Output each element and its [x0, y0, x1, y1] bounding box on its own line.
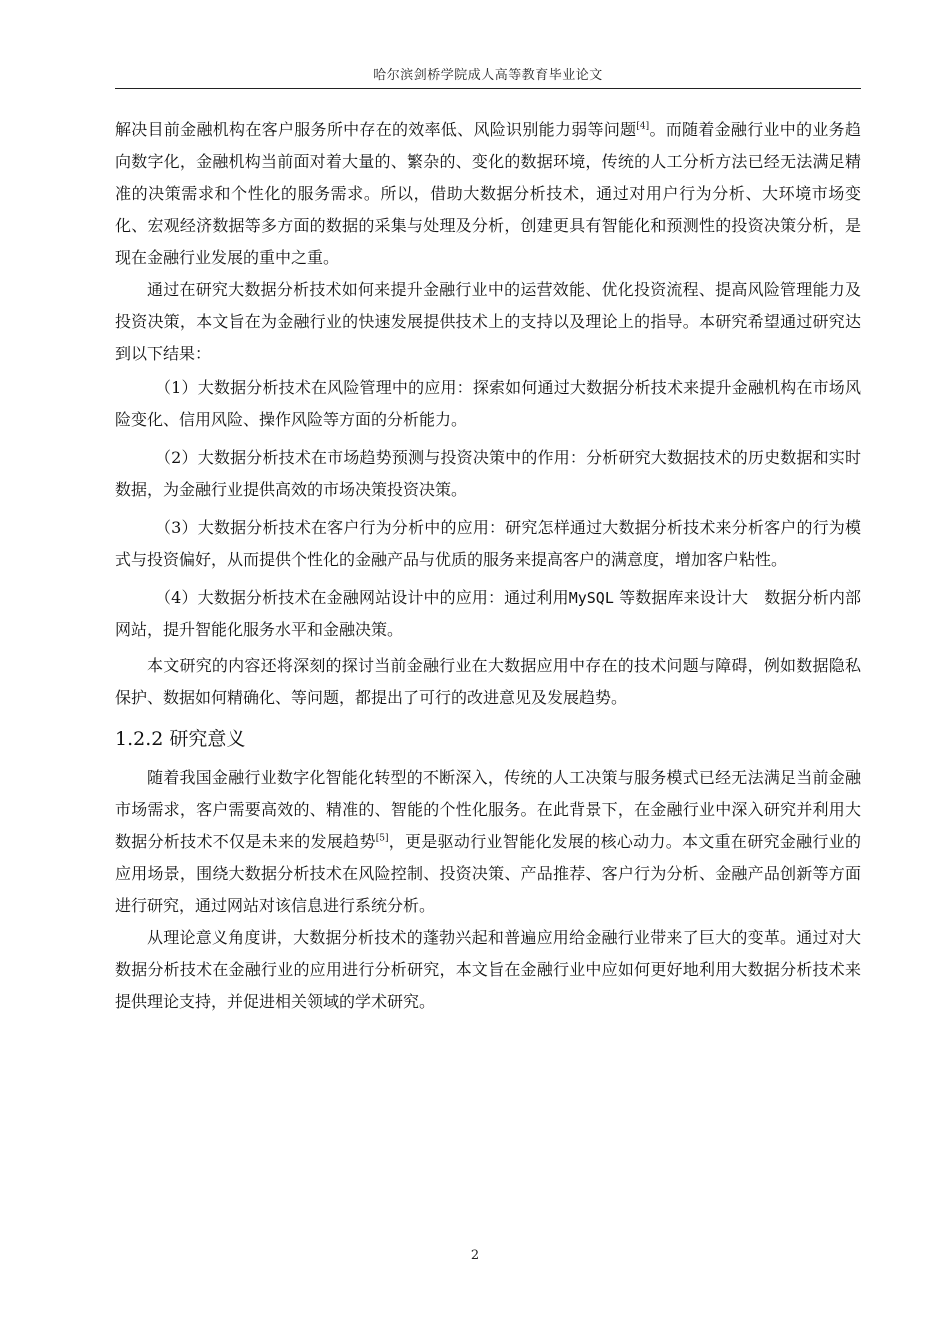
paragraph-1 [115, 114, 861, 274]
paragraph-4 [115, 762, 861, 922]
page-number: 2 [470, 1248, 480, 1263]
header-rule [115, 88, 861, 89]
paragraph-1-text-a: 解决目前金融机构在客户服务所中存在的效率低、风险识别能力弱等问题 [115, 120, 637, 139]
list-item-2: （2）大数据分析技术在市场趋势预测与投资决策中的作用：分析研究大数据技术的历史数据和实时数据，为金融行业提供高效的市场决策投资决策。 [115, 448, 861, 499]
paragraph-1-text-b: 。而随着金融行业中的业务趋向数字化，金融机构当前面对着大量的、繁杂的、变化的数据环境，传统的人工分析方法已经无法满足精准的决策需求和个性化的服务需求。所以，借助大数据分析技术，通过对用户行为分析、大环境市场变化、宏观经济数据等多方面的数据的采集与处理及分析，创建更具有智能化和预测性的投资决策分析，是现在金融行业发展的重中之重。 [115, 120, 861, 267]
paragraph-3: 本文研究的内容还将深刻的探讨当前金融行业在大数据应用中存在的技术问题与障碍，例如数据隐私保护、数据如何精确化、等问题，都提出了可行的改进意见及发展趋势。 [115, 656, 861, 707]
paragraph-4-text-a: 随着我国金融行业数字化智能化转型的不断深入，传统的人工决策与服务模式已经无法满足当前金融市场需求，客户需要高效的、精准的、智能的个性化服务。在此背景下，在金融行业中深入研究并利用大数据分析技术不仅是未来的发展趋势 [115, 768, 861, 851]
mysql-term: MySQL [568, 589, 614, 607]
list-item-4-text-a: （4）大数据分析技术在金融网站设计中的应用：通过利用 [155, 588, 569, 607]
page-content [115, 114, 861, 1018]
paragraph-4-text-b: ，更是驱动行业智能化发展的核心动力。本文重在研究金融行业的应用场景，围绕大数据分析技术在风险控制、投资决策、产品推荐、客户行为分析、金融产品创新等方面进行研究，通过网站对该信息进行系统分析。 [115, 832, 861, 915]
list-item-4-text-b: 等数据库来设计大 数据分析内部网站，提升智能化服务水平和金融决策。 [115, 588, 861, 639]
list-item-3: （3）大数据分析技术在客户行为分析中的应用：研究怎样通过大数据分析技术来分析客户的行为模式与投资偏好，从而提供个性化的金融产品与优质的服务来提高客户的满意度，增加客户粘性。 [115, 518, 861, 569]
paragraph-5: 从理论意义角度讲，大数据分析技术的蓬勃兴起和普遍应用给金融行业带来了巨大的变革。通过对大数据分析技术在金融行业的应用进行分析研究，本文旨在金融行业中应如何更好地利用大数据分析技术来提供理论支持，并促进相关领域的学术研究。 [115, 928, 861, 1011]
citation-5[interactable]: [5] [375, 833, 389, 844]
page-header: 哈尔滨剑桥学院成人高等教育毕业论文 [373, 68, 603, 83]
paragraph-2: 通过在研究大数据分析技术如何来提升金融行业中的运营效能、优化投资流程、提高风险管理能力及投资决策，本文旨在为金融行业的快速发展提供技术上的支持以及理论上的指导。本研究希望通过研究达到以下结果： [115, 280, 861, 363]
citation-4[interactable]: [4] [636, 121, 650, 132]
list-item-4 [115, 582, 861, 646]
section-heading: 1.2.2 研究意义 [115, 728, 246, 750]
list-item-1: （1）大数据分析技术在风险管理中的应用：探索如何通过大数据分析技术来提升金融机构在市场风险变化、信用风险、操作风险等方面的分析能力。 [115, 378, 861, 429]
